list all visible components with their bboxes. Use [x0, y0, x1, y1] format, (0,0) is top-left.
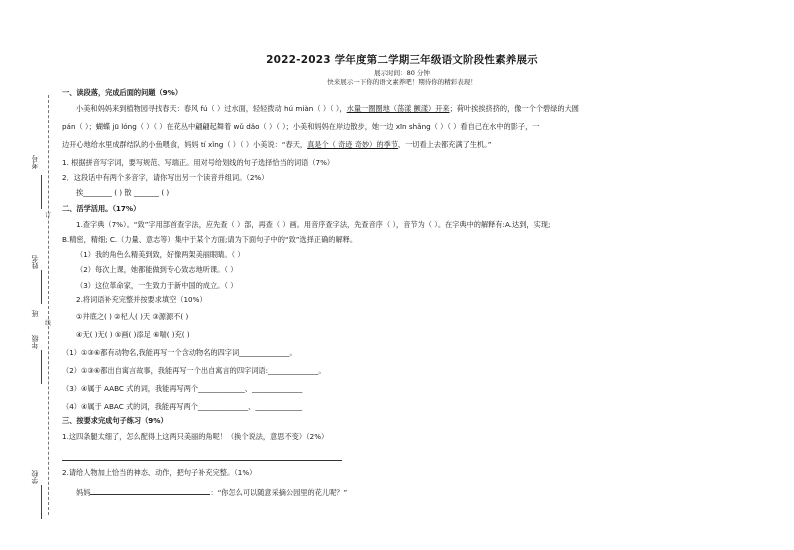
passage-line-3: [62, 140, 491, 150]
sentence-fill: [62, 486, 347, 498]
sentence-question-2: 2.请给人物加上恰当的神态、动作，把句子补充完整。（1%）: [62, 468, 257, 477]
idiom-question: 2.将词语补充完整并按要求填空（10%）: [76, 295, 207, 304]
mom-label: 妈妈: [76, 488, 91, 497]
idiom-req-2[interactable]: （2）①③⑥都出自寓言故事，我能再写一个出自寓言的四字词语:______________。: [62, 366, 326, 375]
passage-line-1: [62, 104, 579, 114]
section-1-heading: 一、读段落，完成后面的问题（9%）: [62, 88, 183, 97]
name-label: 姓名: [31, 255, 39, 269]
polyphone-fill[interactable]: 挨________ ( ) 散 _______ ( ): [76, 188, 170, 197]
binding-margin: [0, 0, 58, 550]
school-label: 学校: [31, 470, 39, 484]
grade-blank[interactable]: [41, 350, 42, 384]
seal-mark: 订: [45, 212, 52, 219]
idiom-req-1[interactable]: （1）①③⑥都有动物名,我能再写一个含动物名的四字词______________。: [62, 348, 297, 357]
sentence-question-1: 1.这四条腿太细了，怎么配得上这两只美丽的角呢！（换个说法，意思不变）（2%）: [62, 432, 329, 441]
idiom-row-2[interactable]: ④无( )无( ) ⑤画( )添足 ⑥喘( )充( ): [76, 330, 190, 339]
passage-3a: 边开心地给水里成群结队的小鱼喂食，妈妈 tí xǐng（ ）（ ）小美说：“春天，: [62, 140, 308, 149]
seal-line: [48, 95, 49, 515]
action-blank[interactable]: [90, 486, 210, 495]
zhi-sentence-1[interactable]: （1）我的角色么精美到致，好像两架美丽眼睛。（ ）: [76, 250, 245, 259]
passage-line-2: pán（ ）；蝴蝶 jū lóng（ ）（ ）在花丛中翩翩起舞着 wǔ dǎo（ ）（ ）；小美和妈妈在岸边散步，她一边 xīn shǎng（ ）（ ）看自己在水中的影子，一: [62, 122, 540, 131]
name-blank[interactable]: [41, 270, 42, 304]
s1-question-2: 2．这段话中有两个多音字，请你写出另一个读音并组词。（2%）: [62, 173, 269, 182]
mom-quote: ：“你怎么可以随意采摘公园里的花儿呢？”: [210, 488, 348, 497]
underlined-sentence-2[interactable]: 真是个（ 奇迹 奇妙）的季节: [307, 140, 398, 149]
passage-1a: 小美和妈妈来到植物园寻找春天：春风 fú（ ）过水面，轻轻拨动 hú miàn（ ）（ ），: [76, 104, 347, 113]
passage-1c: ；荷叶挨挨挤挤的，像一个个碧绿的大圆: [449, 104, 579, 113]
passage-3c: ，一切看上去都充满了生机。”: [397, 140, 492, 149]
seal-mark-2: 线: [45, 320, 52, 327]
answer-line-1[interactable]: [62, 460, 342, 461]
idiom-req-4[interactable]: （4）④属于 ABAC 式的词，我能再写两个______________、_____________: [62, 402, 303, 411]
school-blank[interactable]: [41, 485, 42, 519]
section-3-heading: 三、按要求完成句子练习（9%）: [62, 416, 168, 425]
class-label: 班: [31, 310, 39, 317]
zhi-sentence-3[interactable]: （3）这位革命家，一生致力于新中国的成立。（ ）: [76, 281, 238, 290]
page-title: 2022-2023 学年度第二学期三年级语文阶段性素养展示: [266, 54, 538, 66]
zhi-sentence-2[interactable]: （2）每次上课，她都能做到专心致志地听课。（ ）: [76, 265, 238, 274]
idiom-req-3[interactable]: （3）④属于 AABC 式的词，我能再写两个_____________、______________: [62, 384, 303, 393]
exam-no-blank[interactable]: [41, 175, 42, 209]
section-2-heading: 二、活学活用。（17%）: [62, 204, 141, 213]
grade-label: 年级: [31, 335, 39, 349]
s1-question-1: 1. 根据拼音写字词，要写规范、写端正。用对号给划线的句子选择恰当的词语（7%）: [62, 158, 335, 167]
dictionary-question[interactable]: 1.查字典（7%）。“致”字用部首查字法，应先查（ ）部，再查（ ）画。用音序查字法，先查音序（ ），音节为（ ）。在字典中的解释有:A.达到，实现;: [76, 220, 551, 229]
exam-paper: [62, 0, 742, 550]
underlined-sentence-1[interactable]: 水量一圈圈地（荡漾 颤漾）开来: [346, 104, 450, 113]
idiom-row-1[interactable]: ①井底之( ) ②杞人( )天 ③源源不( ): [76, 312, 189, 321]
dictionary-question-cont: B.精密，精细; C.（力量、意志等）集中于某个方面;请为下面句子中的“致”选择正确的解释。: [62, 235, 358, 244]
slogan: 快来展示一下你的语文素养吧！期待你的精彩表现！: [327, 78, 477, 86]
exam-no-label: 考号: [31, 155, 39, 169]
time-label: 展示时间：80 分钟: [374, 69, 430, 77]
